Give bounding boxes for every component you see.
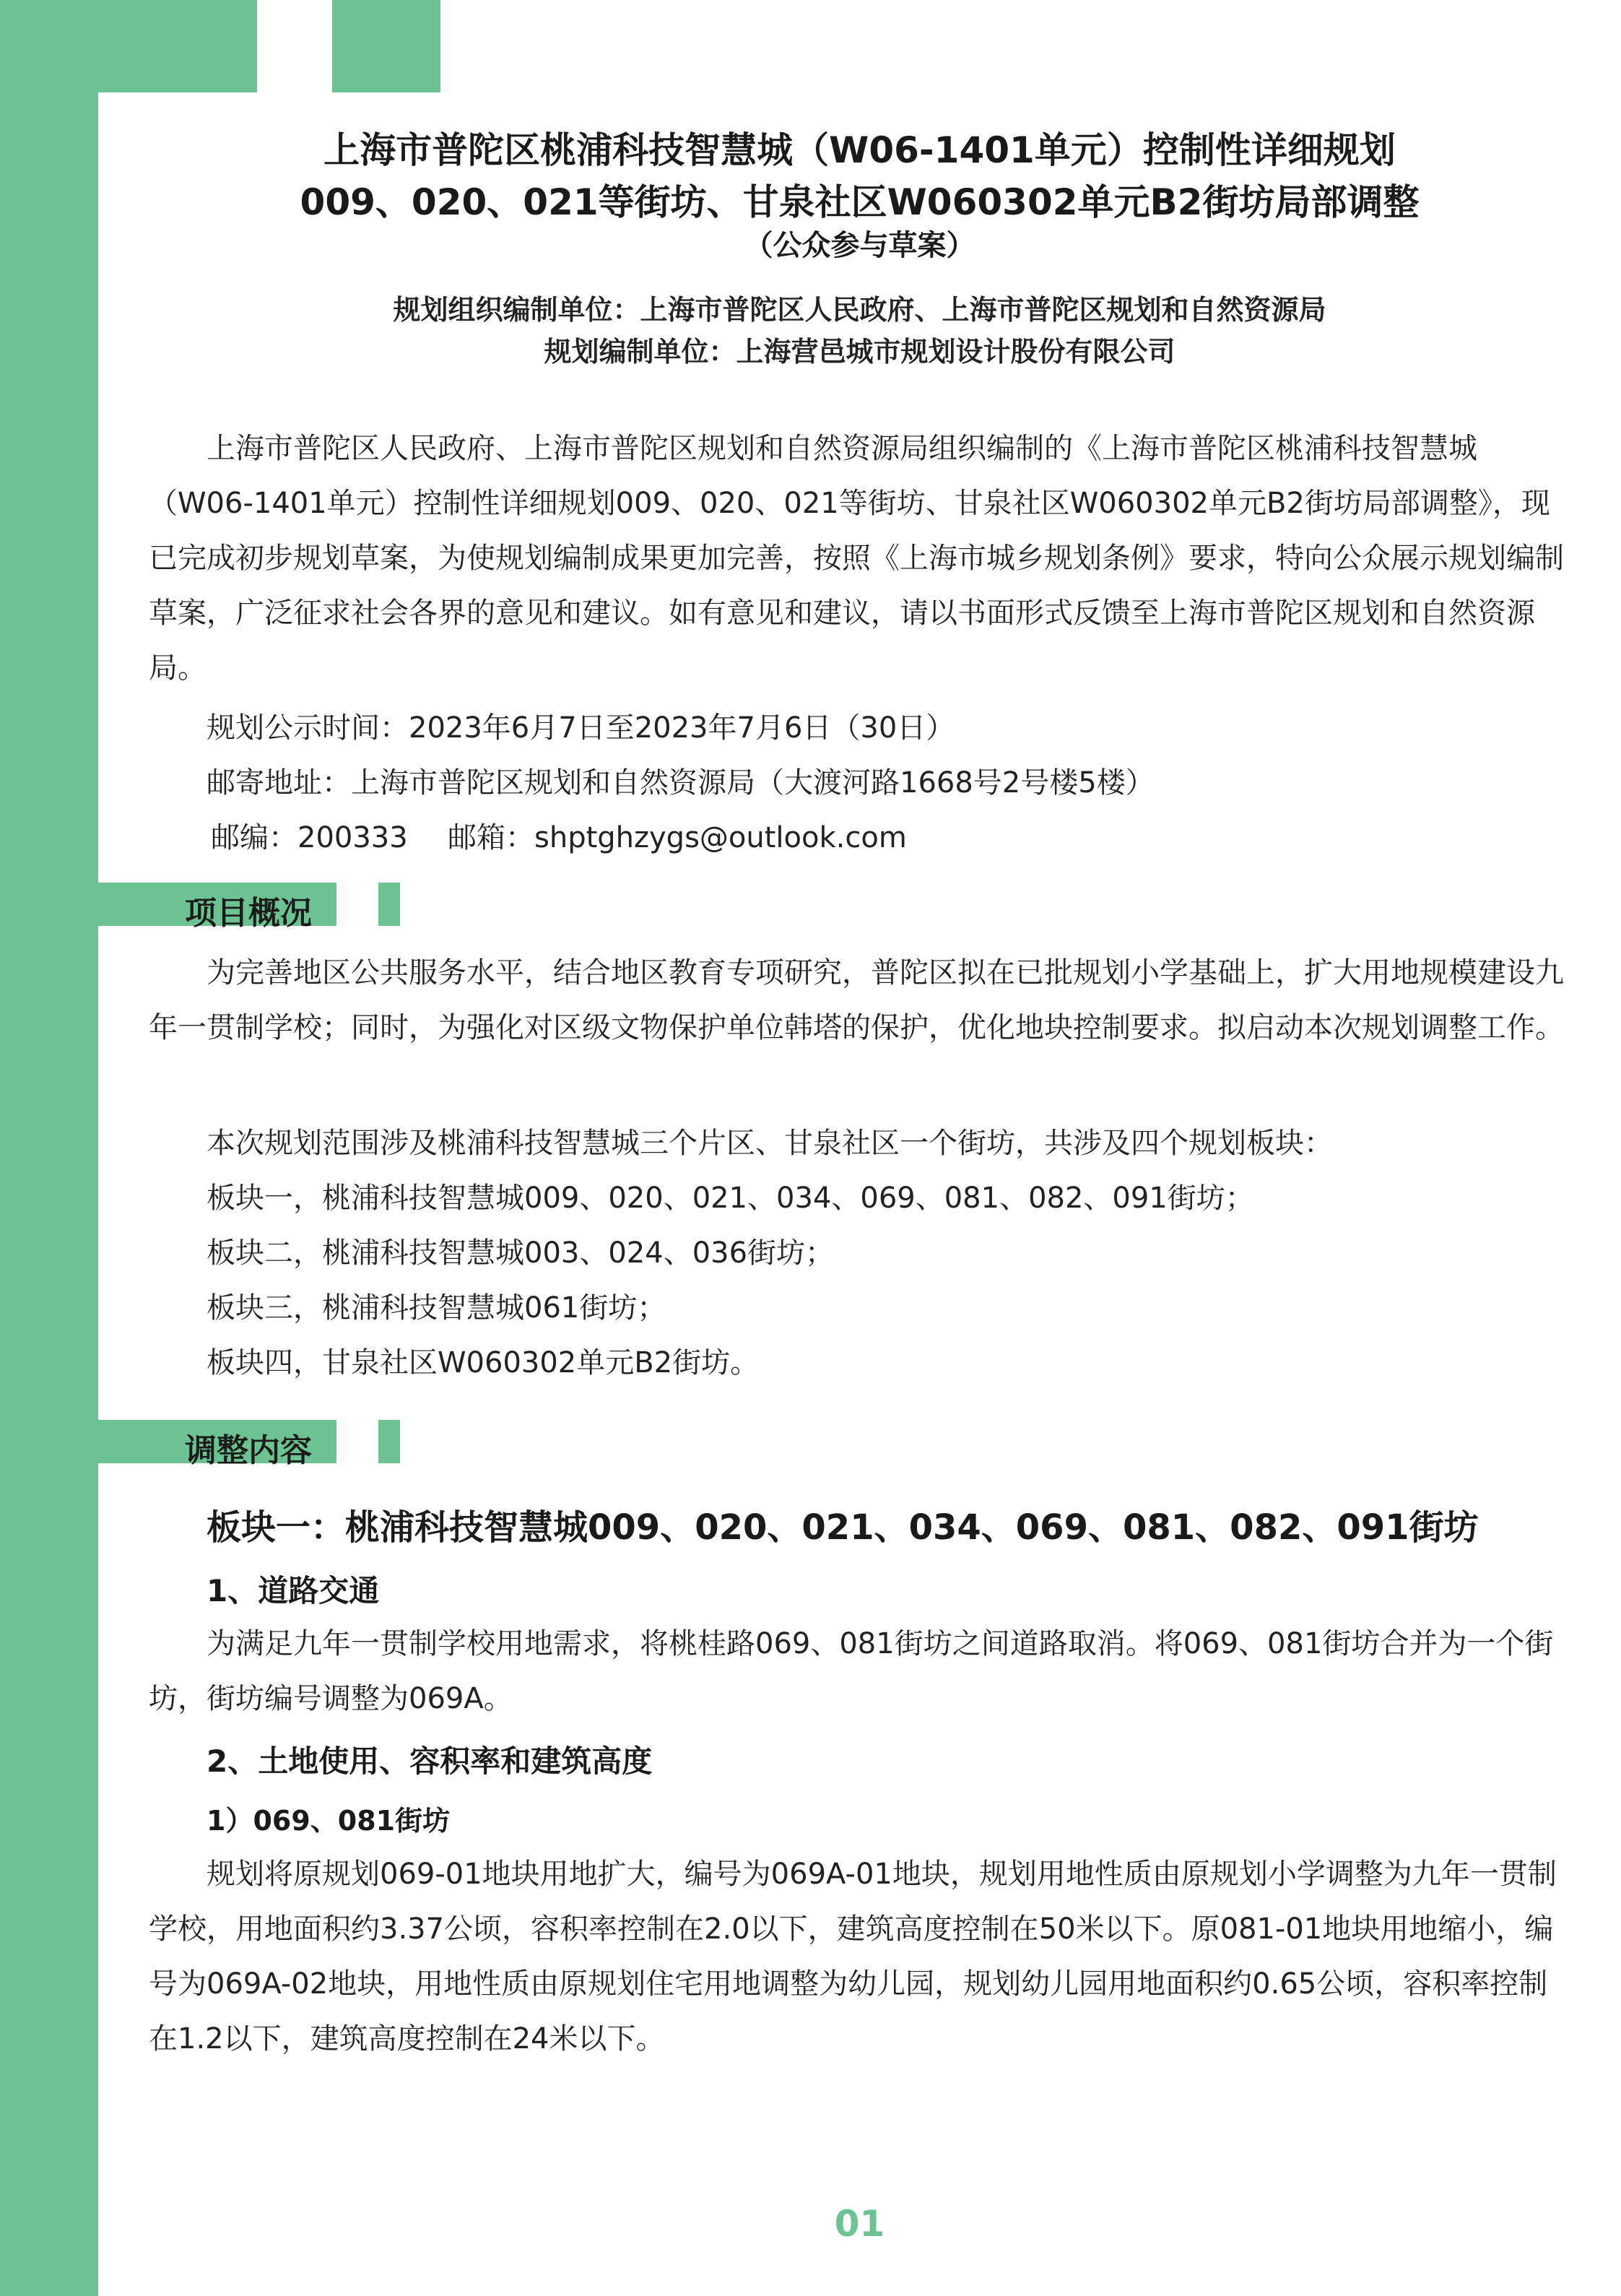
scope-text: 本次规划范围涉及桃浦科技智慧城三个片区、甘泉社区一个街坊，共涉及四个规划板块： bbox=[207, 1127, 1333, 1160]
intro-paragraph bbox=[149, 421, 1564, 696]
organizer-line: 规划组织编制单位：上海市普陀区人民政府、上海市普陀区规划和自然资源局 bbox=[393, 294, 1326, 326]
block1-title: 板块一：桃浦科技智慧城009、020、021、034、069、081、082、091街坊 bbox=[207, 1507, 1479, 1548]
road-text: 为满足九年一贯制学校用地需求，将桃桂路069、081街坊之间道路取消。将069、081街坊合并为一个街坊，街坊编号调整为069A。 bbox=[149, 1627, 1554, 1715]
publicity-period: 规划公示时间：2023年6月7日至2023年7月6日（30日） bbox=[207, 711, 955, 745]
list-item: 板块二，桃浦科技智慧城003、024、036街坊； bbox=[207, 1236, 835, 1270]
land-heading: 2、土地使用、容积率和建筑高度 bbox=[207, 1743, 653, 1779]
road-heading: 1、道路交通 bbox=[207, 1573, 380, 1608]
section-header-tab bbox=[378, 883, 400, 926]
page-title-line1: 上海市普陀区桃浦科技智慧城（W06-1401单元）控制性详细规划 bbox=[323, 129, 1396, 171]
list-item: 板块一，桃浦科技智慧城009、020、021、034、069、081、082、091街坊； bbox=[207, 1182, 1254, 1215]
document-page bbox=[98, 0, 1621, 2296]
list-item: 板块四，甘泉社区W060302单元B2街坊。 bbox=[207, 1346, 760, 1379]
road-paragraph bbox=[149, 1616, 1564, 1726]
page-subtitle: （公众参与草案） bbox=[744, 229, 975, 262]
section-header-tab bbox=[378, 1420, 400, 1463]
left-decor-bar bbox=[0, 0, 98, 2296]
section-title: 调整内容 bbox=[185, 1432, 312, 1469]
land-paragraph bbox=[149, 1847, 1564, 2066]
page-title-line2: 009、020、021等街坊、甘泉社区W060302单元B2街坊局部调整 bbox=[300, 181, 1420, 223]
intro-text: 上海市普陀区人民政府、上海市普陀区规划和自然资源局组织编制的《上海市普陀区桃浦科技智慧城（W06-1401单元）控制性详细规划009、020、021等街坊、甘泉社区W060302单元B2街坊局部调整》，现已完成初步规划草案，为使规划编制成果更加完善，按照《上海市城乡规划条例》要求，特向公众展示规划编制草案，广泛征求社会各界的意见和建议。如有意见和建议，请以书面形式反馈至上海市普陀区规划和自然资源局。 bbox=[149, 432, 1564, 685]
mailing-address: 邮寄地址：上海市普陀区规划和自然资源局（大渡河路1668号2号楼5楼） bbox=[207, 766, 1155, 800]
land-text: 规划将原规划069-01地块用地扩大，编号为069A-01地块，规划用地性质由原规划小学调整为九年一贯制学校，用地面积约3.37公顷，容积率控制在2.0以下，建筑高度控制在50米以下。原081-01地块用地缩小，编号为069A-02地块，用地性质由原规划住宅用地调整为幼儿园，规划幼儿园用地面积约0.65公顷，容积率控制在1.2以下，建筑高度控制在24米以下。 bbox=[149, 1858, 1557, 2055]
overview-text: 为完善地区公共服务水平，结合地区教育专项研究，普陀区拟在已批规划小学基础上，扩大用地规模建设九年一贯制学校；同时，为强化对区级文物保护单位韩塔的保护，优化地块控制要求。拟启动本次规划调整工作。 bbox=[149, 956, 1564, 1044]
page-number: 01 bbox=[834, 2203, 885, 2245]
postcode: 邮编：200333 bbox=[211, 821, 408, 854]
overview-paragraph bbox=[149, 945, 1564, 1055]
compiler-line: 规划编制单位：上海营邑城市规划设计股份有限公司 bbox=[544, 336, 1175, 368]
email: 邮箱：shptghzygs@outlook.com bbox=[448, 821, 907, 854]
sub-heading: 1）069、081街坊 bbox=[207, 1805, 451, 1837]
list-item: 板块三，桃浦科技智慧城061街坊； bbox=[207, 1291, 666, 1325]
section-title: 项目概况 bbox=[185, 895, 312, 932]
